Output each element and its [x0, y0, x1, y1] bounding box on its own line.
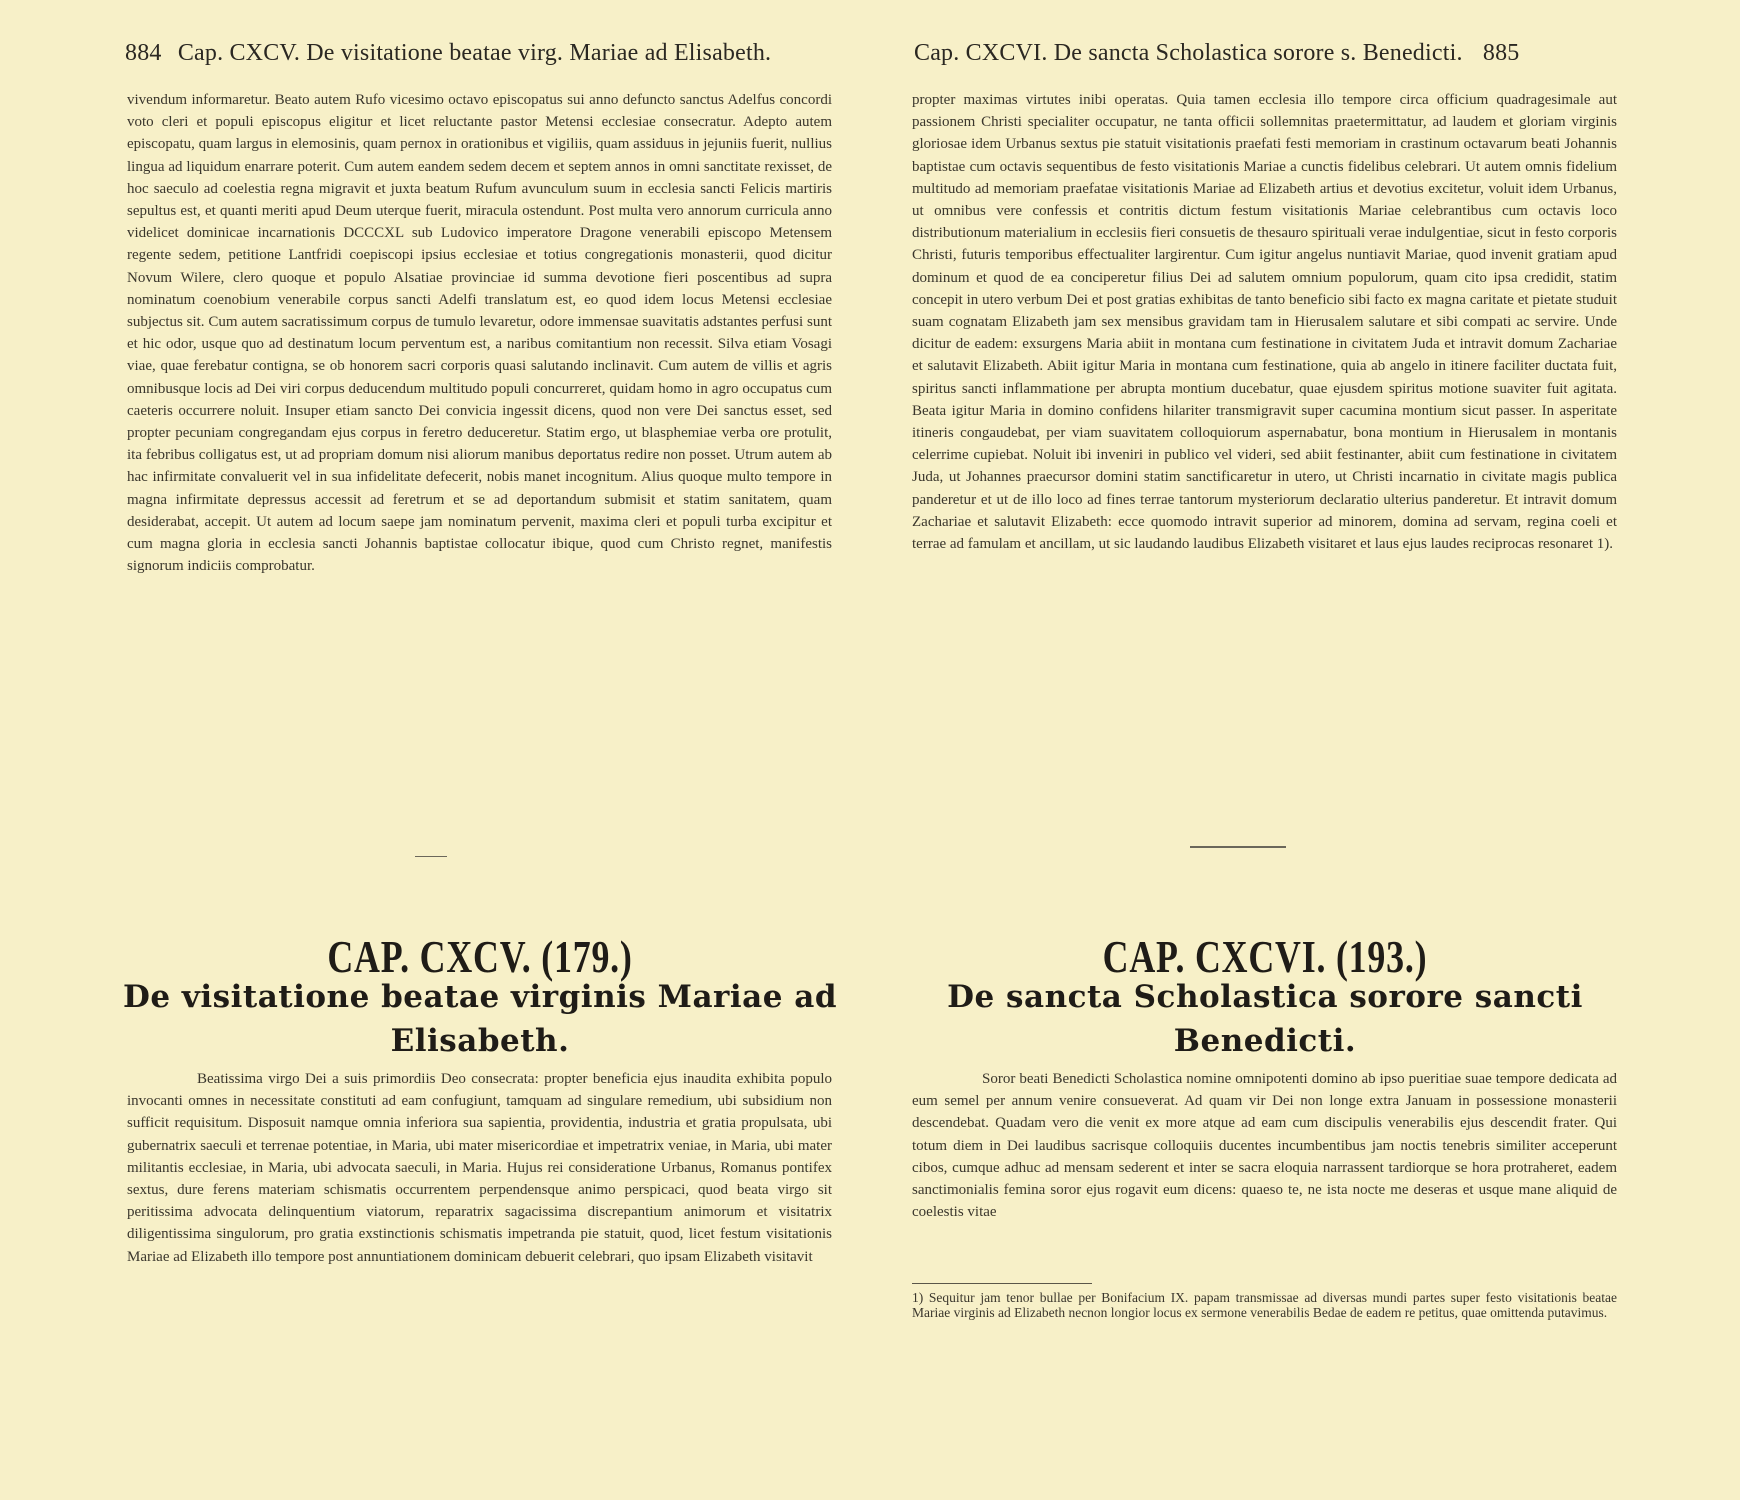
left-chapter-text: [127, 1068, 832, 1268]
right-main-paragraph: propter maximas virtutes inibi operatas. Quia tamen ecclesia illo tempore circa officium quadragesimale aut passionem Christi specialiter occupatur, ne tanta officii sollemnitas praetermittatur, ad laudem et gloriam virginis gloriosae idem Urbanus sextus pie statuit visitationis praefati festi memoriam in crastinum octavarum beati Johannis baptistae cum octavis sequentibus de festo visitationis Mariae a cunctis fidelibus celebrari. Ut autem omnis fidelium multitudo ad memoriam praefatae visitationis Mariae ad Elizabeth artius et devotius excitetur, voluit idem Urbanus, ut omnibus vere confessis et contritis dictum festum visitationis Mariae celebrantibus cum octavis loco distributionum materialium in ecclesiis fieri consuetis de thesauro spirituali verae indulgentiae, sicut in festo corporis Christi, futuris temporibus effectualiter largirentur. Cum igitur angelus nuntiavit Mariae, quod invenit gratiam apud dominum et quod de ea conciperetur filius Dei ad salutem omnium populorum, quam cito ipsa credidit, statim concepit in utero verbum Dei et post gratias exhibitas de tanto beneficio sibi facto ex magna caritate et pietate studuit suam cognatam Elizabeth jam sex mensibus gravidam tam in Hierusalem salutare et sibi compati ac servire. Unde dicitur de eadem: exsurgens Maria abiit in montana cum festinatione in civitatem Juda et intravit domum Zachariae et salutavit Elizabeth. Abiit igitur Maria in montana cum festinatione, quia ab angelo in itinere faciliter ductata fuit, spiritus sancti inflammatione per abrupta montium ducebatur, quae ejusdem spiritus motione suaviter fuit agitata. Beata igitur Maria in domino confidens hilariter transmigravit super cacumina montium sicut passer. In asperitate itineris congaudebat, per viam suavitatem colloquiorum aspernabatur, bona montium in Hierusalem in montanis celerrime cupiebat. Noluit ibi inveniri in publico vel videri, sed abiit festinanter, abiit cum festinatione in civitatem Juda, ut Johannes praecursor domini statim sanctificaretur in utero, ut Christi incarnatio in civitate magis publica panderetur et ut de illo loco ad fines terrae tantorum mysteriorum declaratio ulterius panderetur. Et intravit domum Zachariae et salutavit Elizabeth: ecce quomodo intravit superior ad minorem, domina ad servam, regina coeli et terrae ad famulam et ancillam, ut sic laudando laudibus Elizabeth visitaret et laus ejus laudes reciprocas resonaret 1).: [912, 92, 1617, 553]
right-chapter-number: CAP. CXCVI. (193.): [1102, 931, 1428, 982]
right-page: [870, 0, 1740, 1500]
left-page-number: 884: [125, 40, 162, 66]
left-chapter-paragraph: Beatissima virgo Dei a suis primordiis Deo consecrata: propter beneficia ejus inaudita exhibita populo invocanti omnes in necessitate constituti ad eam confugiunt, tamquam ad singulare remedium, ubi subsidium non sufficit requisitum. Disposuit namque omnia inferiora sua sapientia, providentia, industria et gratia propulsata, ubi gubernatrix saeculi et terrenae potentiae, in Maria, ubi mater misericordiae et impetratrix veniae, in Maria, ubi mater militantis ecclesiae, in Maria, ubi advocata saeculi, in Maria. Hujus rei consideratione Urbanus, Romanus pontifex sextus, dure ferens materiam schismatis occurrentem perpendensque animo perspicaci, quod beata virgo sit peritissima advocata delinquentium viatorum, reparatrix sagacissima discrepantium animorum et visitatrix diligentissima singulorum, pro gratia exstinctionis schismatis impetranda pie statuit, quod, licet festum visitationis Mariae ad Elizabeth illo tempore post annuntiationem dominicam debuerit celebrari, quo ipsam Elizabeth visitavit: [127, 1071, 832, 1265]
left-chapter-title: De visitatione beatae virginis Mariae ad Elisabeth.: [122, 979, 838, 1059]
right-section-separator: [1190, 846, 1286, 848]
left-running-head: [125, 40, 771, 67]
right-chapter-paragraph: Soror beati Benedicti Scholastica nomine omnipotenti domino ab ipso pueritiae suae tempore dedicata ad eum semel per annum venire consueverat. Ad quam vir Dei non longe extra Januam in possessione monasterii descendebat. Quadam vero die venit ex more atque ad eam cum discipulis venerabilis ejus descendit frater. Qui totum diem in Dei laudibus sacrisque colloquiis ducentes incumbentibus jam noctis tenebris similiter acceperunt cibos, cumque adhuc ad mensam sederent et inter se sacra eloquia narrassent tardiorque se hora protraheret, eadem sanctimonialis femina soror ejus rogavit eum dicens: quaeso te, ne ista nocte me deseras et usque mane aliquid de coelestis vitae: [912, 1071, 1617, 1221]
footnote-text: 1) Sequitur jam tenor bullae per Bonifacium IX. papam transmissae ad diversas mundi partes super festo visitationis beatae Mariae virginis ad Elizabeth necnon longior locus ex sermone venerabilis Bedae de eadem re petitus, quae omittenda putavimus.: [912, 1290, 1617, 1320]
right-page-number: 885: [1482, 40, 1520, 66]
left-running-title: Cap. CXCV. De visitatione beatae virg. Mariae ad Elisabeth.: [177, 40, 772, 66]
right-running-head: [914, 40, 1519, 67]
left-main-paragraph: vivendum informaretur. Beato autem Rufo vicesimo octavo episcopatus sui anno defuncto sanctus Adelfus concordi voto cleri et populi episcopus eligitur et licet reluctante pastor Metensi ecclesiae consecratur. Adepto autem episcopatu, quam largus in elemosinis, quam pernox in orationibus et vigiliis, quam assiduus in jejuniis fuerit, nullius lingua ad liquidum enarrare poterit. Cum autem eandem sedem decem et septem annos in omni sanctitate rexisset, de hoc saeculo ad coelestia regna migravit et juxta beatum Rufum avunculum suum in ecclesia sancti Felicis martiris sepultus est, et quanti meriti apud Deum uterque fuerit, miracula ostendunt. Post multa vero annorum curricula anno videlicet dominicae incarnationis DCCCXL sub Ludovico imperatore Dragone venerabili episcopo Metensem regente sedem, petitione Lantfridi coepiscopi ipsius ecclesiae et totius congregationis monasterii, quod dicitur Novum Wilere, clero quoque et populo Alsatiae provinciae id summa devotione fieri poscentibus ad supra nominatum coenobium venerabile corpus sancti Adelfi translatum est, eo quod idem locus Metensi ecclesiae subjectus sit. Cum autem sacratissimum corpus de tumulo levaretur, odore immensae suavitatis adstantes perfusi sunt et hic odor, usque quo ad destinatum locum perventum est, a naribus comitantium non recessit. Silva etiam Vosagi viae, quae ferebatur contigna, se ob honorem sacri corporis quasi salutando inclinavit. Cum autem de villis et agris omnibusque locis ad Dei viri corpus deducendum multitudo populi concurreret, quidam homo in agro occupatus cum caeteris occurrere noluit. Insuper etiam sancto Dei convicia ingessit dicens, quod non vere Dei sanctus esset, sed propter pecuniam congregandam ejus corpus in feretro deduceretur. Statim ergo, ut blasphemiae verba ore protulit, ita febribus colligatus est, ut ad propriam domum nisi aliorum manibus deportatus redire non posset. Utrum autem ab hac infirmitate convaluerit vel in sua infidelitate defecerit, nobis manet incognitum. Alius quoque multo tempore in magna infirmitate depressus accessit ad feretrum et se ad deportandum submisit et statim sanitatem, quam desiderabat, accepit. Ut autem ad locum saepe jam nominatum pervenit, maxima cleri et populi turba excipitur et cum magna gloria in ecclesia sancti Johannis baptistae collocatur ibique, quod cum Christo regnet, manifestis signorum indiciis comprobatur.: [127, 92, 832, 575]
right-chapter-text: [912, 1068, 1617, 1223]
left-section-separator: [415, 856, 447, 857]
footnote: [912, 1290, 1617, 1320]
left-main-text: [127, 89, 832, 577]
left-chapter-number: CAP. CXCV. (179.): [327, 931, 633, 982]
right-running-title: Cap. CXCVI. De sancta Scholastica sorore s. Benedicti.: [914, 40, 1463, 66]
right-chapter-title: De sancta Scholastica sorore sancti Benedicti.: [947, 979, 1583, 1059]
footnote-rule: [912, 1283, 1092, 1284]
right-main-text: [912, 89, 1617, 555]
